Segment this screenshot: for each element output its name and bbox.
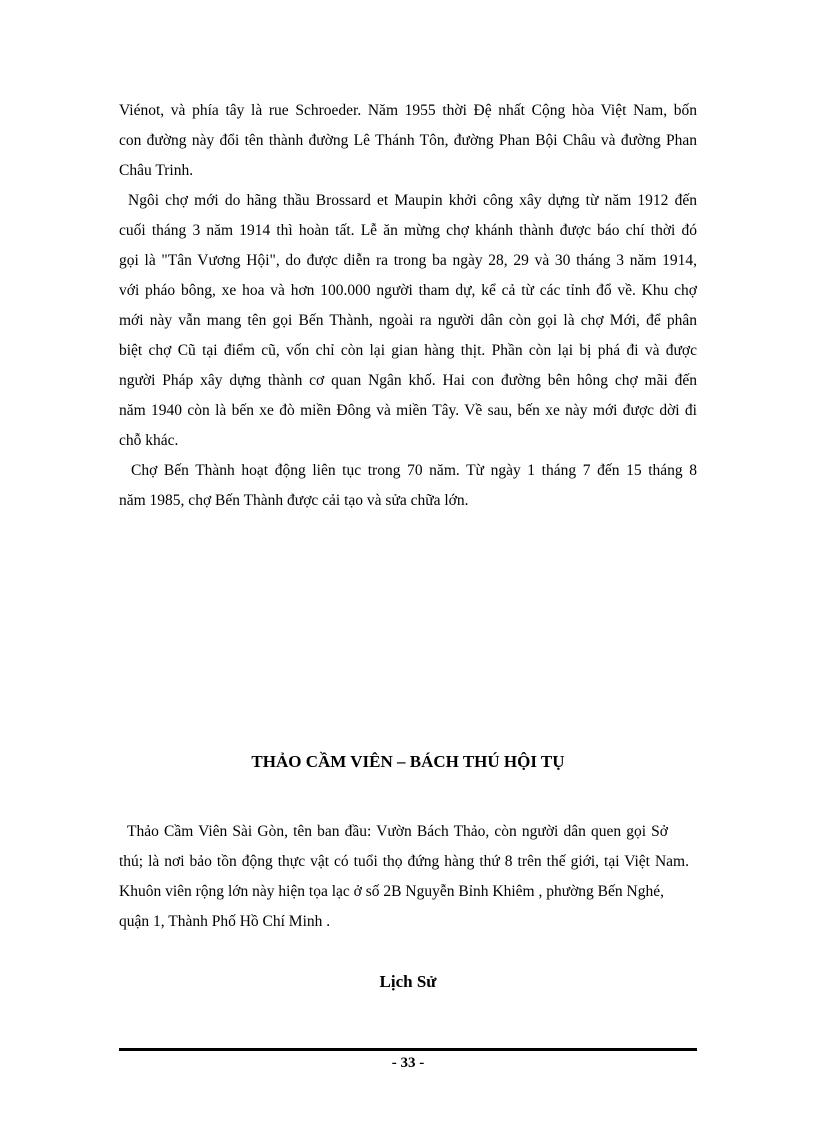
paragraph-line: năm 1940 còn là bến xe đò miền Đông và miền Tây. Về sau, bến xe này mới được dời đi — [119, 402, 697, 419]
page-number: - 33 - — [391, 1055, 425, 1071]
paragraph-line: Châu Trinh. — [119, 162, 194, 179]
paragraph-line: con đường này đổi tên thành đường Lê Thánh Tôn, đường Phan Bội Châu và đường Phan — [119, 132, 697, 149]
subsection-title: Lịch Sử — [379, 972, 437, 991]
footer-divider — [119, 1048, 697, 1051]
paragraph-line: Khuôn viên rộng lớn này hiện tọa lạc ở số 2B Nguyễn Bỉnh Khiêm , phường Bến Nghé, — [119, 883, 664, 900]
paragraph-line: Chợ Bến Thành hoạt động liên tục trong 70 năm. Từ ngày 1 tháng 7 đến 15 tháng 8 — [131, 462, 697, 479]
paragraph-line: thú; là nơi bảo tồn động thực vật có tuổi thọ đứng hàng thứ 8 trên thế giới, tại Việt Nam. — [119, 853, 689, 870]
paragraph-line: gọi là "Tân Vương Hội", do được diễn ra trong ba ngày 28, 29 và 30 tháng 3 năm 1914, — [119, 252, 697, 269]
paragraph-line: người Pháp xây dựng thành cơ quan Ngân khố. Hai con đường bên hông chợ mãi đến — [119, 372, 697, 389]
paragraph-line: năm 1985, chợ Bến Thành được cải tạo và sửa chữa lớn. — [119, 492, 469, 509]
paragraph-line: quận 1, Thành Phố Hồ Chí Minh . — [119, 913, 331, 930]
paragraph-line: biệt chợ Cũ tại điểm cũ, vốn chỉ còn lại gian hàng thịt. Phần còn lại bị phá đi và được — [119, 342, 697, 359]
paragraph-line: cuối tháng 3 năm 1914 thì hoàn tất. Lễ ăn mừng chợ khánh thành được báo chí thời đó — [119, 222, 697, 239]
paragraph-line: Thảo Cầm Viên Sài Gòn, tên ban đầu: Vườn Bách Thảo, còn người dân quen gọi Sở — [127, 823, 668, 840]
section-title: THẢO CẦM VIÊN – BÁCH THÚ HỘI TỤ — [251, 752, 565, 771]
paragraph-line: chỗ khác. — [119, 432, 179, 449]
paragraph-line: với pháo bông, xe hoa và hơn 100.000 người tham dự, kể cả từ các tỉnh đổ về. Khu chợ — [119, 282, 697, 299]
paragraph-line: mới này vẫn mang tên gọi Bến Thành, ngoài ra người dân còn gọi là chợ Mới, để phân — [119, 312, 697, 329]
paragraph-line: Viénot, và phía tây là rue Schroeder. Năm 1955 thời Đệ nhất Cộng hòa Việt Nam, bốn — [119, 102, 697, 119]
paragraph-line: Ngôi chợ mới do hãng thầu Brossard et Maupin khởi công xây dựng từ năm 1912 đến — [128, 192, 697, 209]
